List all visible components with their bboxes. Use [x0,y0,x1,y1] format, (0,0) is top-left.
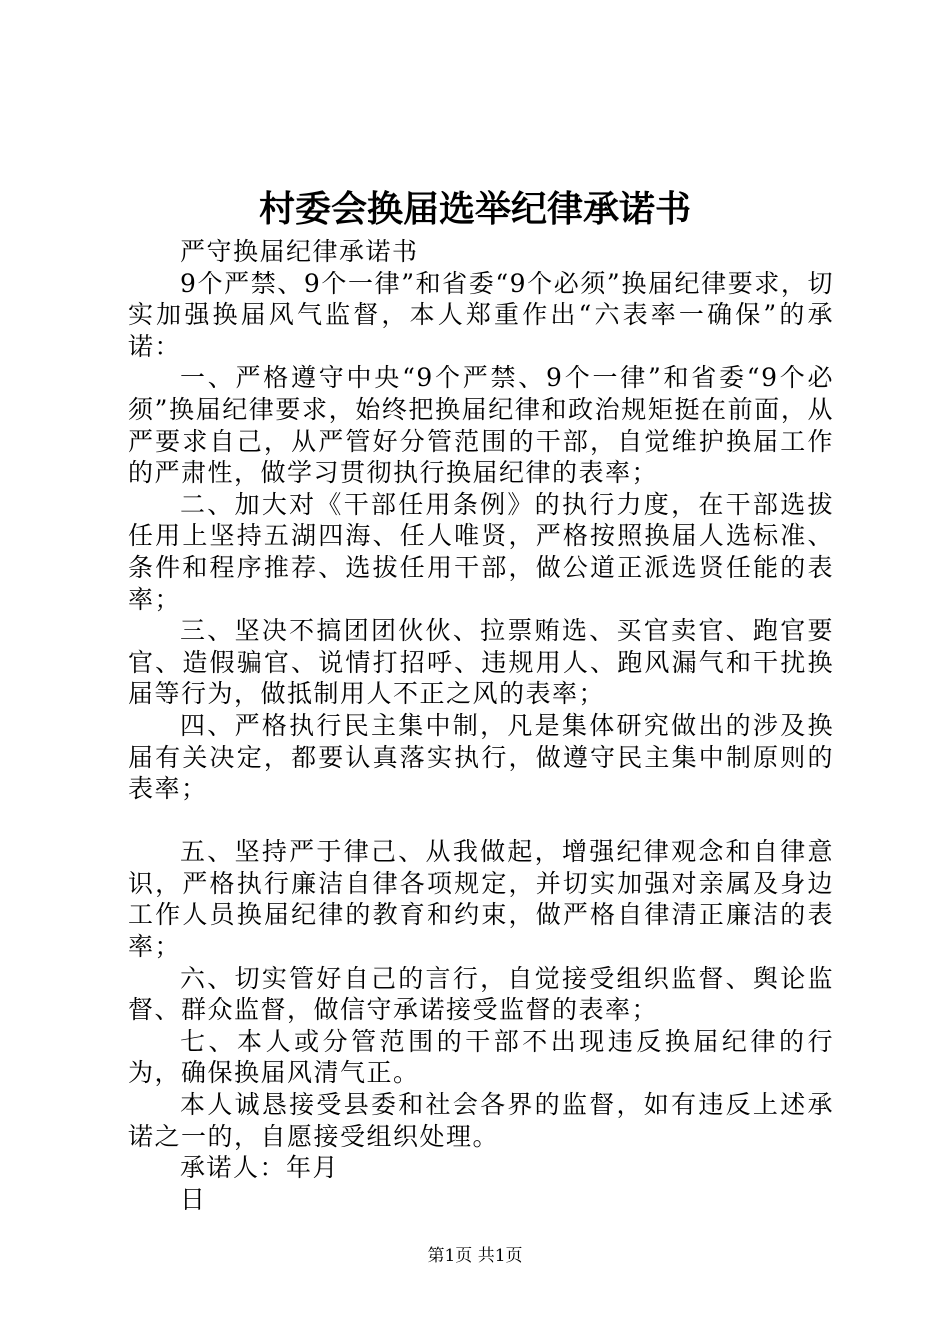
paragraph-item-2: 二、加大对《干部任用条例》的执行力度，在干部选拔任用上坚持五湖四海、任人唯贤，严格按照换届人选标准、条件和程序推荐、选拔任用干部，做公道正派选贤任能的表率； [128,489,834,614]
paragraph-heading: 严守换届纪律承诺书 [180,237,419,266]
date-day-line: 日 [180,1184,207,1214]
paragraph-item-5: 五、坚持严于律己、从我做起，增强纪律观念和自律意识，严格执行廉洁自律各项规定，并切实加强对亲属及身边工作人员换届纪律的教育和约束，做严格自律清正廉洁的表率； [128,837,834,962]
paragraph-item-1: 一、严格遵守中央“9个严禁、9个一律”和省委“9个必须”换届纪律要求，始终把换届纪律和政治规矩挺在前面，从严要求自己，从严管好分管范围的干部，自觉维护换届工作的严肃性，做学习贯彻执行换届纪律的表率； [128,363,834,488]
document-title: 村委会换届选举纪律承诺书 [258,188,691,230]
blank-line [128,805,834,837]
paragraph-item-3: 三、坚决不搞团团伙伙、拉票贿选、买官卖官、跑官要官、造假骗官、说情打招呼、违规用人、跑风漏气和干扰换届等行为，做抵制用人不正之风的表率； [128,616,834,709]
paragraph-item-6: 六、切实管好自己的言行，自觉接受组织监督、舆论监督、群众监督，做信守承诺接受监督的表率； [128,963,834,1025]
signature-line: 承诺人：年月 [180,1153,340,1183]
paragraph-item-4: 四、严格执行民主集中制，凡是集体研究做出的涉及换届有关决定，都要认真落实执行，做遵守民主集中制原则的表率； [128,710,834,804]
paragraph-intro: 9个严禁、9个一律”和省委“9个必须”换届纪律要求，切实加强换届风气监督，本人郑重作出“六表率一确保”的承诺： [128,268,834,361]
paragraph-acceptance: 本人诚恳接受县委和社会各界的监督，如有违反上述承诺之一的，自愿接受组织处理。 [128,1090,834,1151]
document-body [128,236,834,1215]
paragraph-item-7: 七、本人或分管范围的干部不出现违反换届纪律的行为，确保换届风清气正。 [128,1026,834,1088]
page-number-footer: 第1页 共1页 [427,1246,523,1266]
